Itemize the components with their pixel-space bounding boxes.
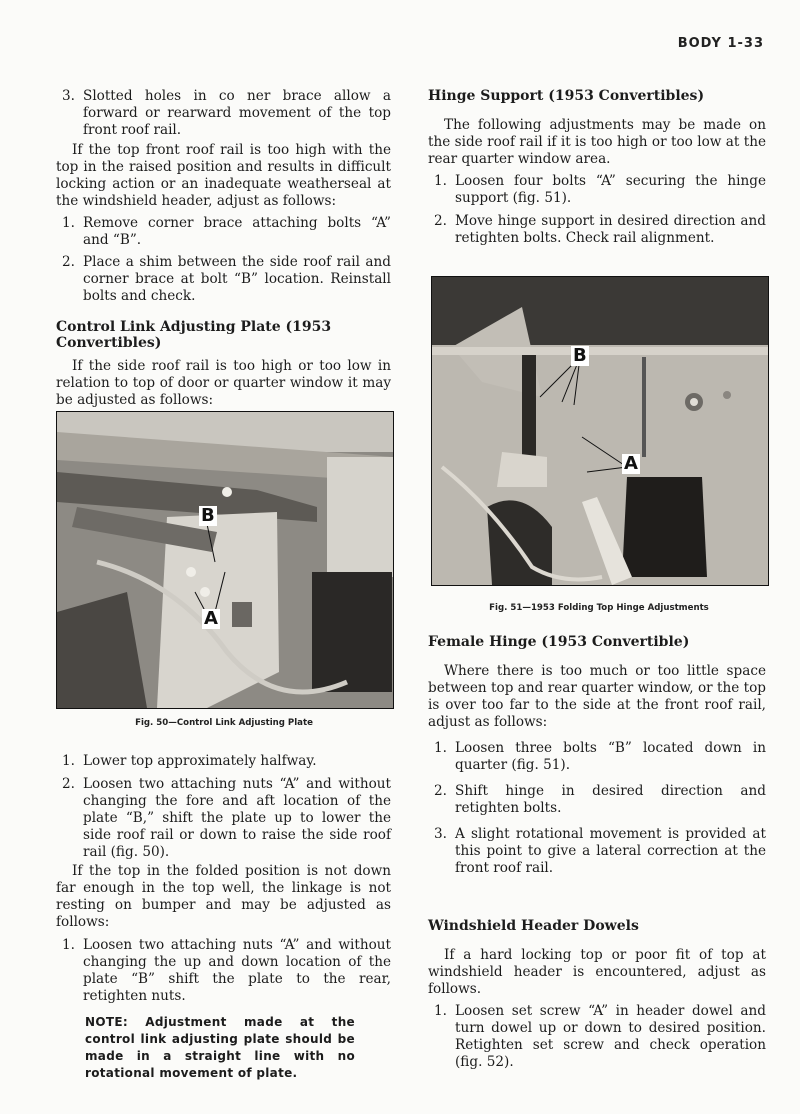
section-control-link: [56, 319, 391, 409]
hinge-adjustment-photo-icon: [432, 277, 768, 585]
paragraph: The following adjustments may be made on the side roof rail if it is too high or too low at the rear quarter window area.: [428, 117, 766, 167]
callout-a: A: [204, 608, 218, 629]
figure-50-caption: Fig. 50—Control Link Adjusting Plate: [135, 718, 313, 728]
list-item: 1. Loosen three bolts “B” located down in quarter (fig. 51).: [434, 740, 766, 773]
section-female-hinge: [428, 634, 766, 877]
list-item: 2. Shift hinge in desired direction and retighten bolts.: [434, 783, 766, 816]
paragraph: If the side roof rail is too high or too low in relation to top of door or quarter window it may be adjusted as follows:: [56, 358, 391, 408]
page-number: 1-33: [727, 36, 764, 51]
figure-50-photo: [56, 411, 394, 709]
figure-51-photo: [431, 276, 769, 586]
paragraph: If the top in the folded position is not down far enough in the top well, the linkage is not resting on bumper and may be adjusted as follows:: [56, 863, 391, 930]
list-item: 1. Remove corner brace attaching bolts “A” and “B”.: [62, 215, 391, 248]
paragraph: Where there is too much or too little space between top and rear quarter window, or the top is over too far to the side at the front roof rail, adjust as follows:: [428, 663, 766, 730]
section-heading: Windshield Header Dowels: [428, 918, 639, 934]
list-item: 1. Loosen set screw “A” in header dowel and turn dowel up or down to desired position. Retighten set screw and check operation (fig. 52).: [434, 1003, 766, 1070]
section-windshield-header: [428, 918, 766, 1071]
paragraph: If a hard locking top or poor fit of top at windshield header is encountered, adjust as follows.: [428, 947, 766, 997]
section-heading: Female Hinge (1953 Convertible): [428, 634, 690, 650]
list-item: 2. Place a shim between the side roof rail and corner brace at bolt “B” location. Reinstall bolts and check.: [62, 254, 391, 304]
section-name: BODY: [677, 36, 722, 51]
callout-b: B: [573, 345, 587, 366]
page-header: [678, 36, 764, 51]
list-item: 1. Loosen two attaching nuts “A” and without changing the up and down location of the plate “B” shift the plate to the rear, retighten nuts.: [62, 937, 391, 1004]
callout-b: B: [201, 505, 215, 526]
list-item: 3. Slotted holes in co ner brace allow a forward or rearward movement of the top front roof rail.: [62, 88, 391, 138]
left-column-steps: [56, 753, 391, 1082]
list-item: 2. Loosen two attaching nuts “A” and without changing the fore and aft location of the plate “B,” shift the plate up to lower the side roof rail or down to raise the side roof rail (fig. 50).: [62, 776, 391, 860]
control-link-plate-photo-icon: [57, 412, 393, 708]
paragraph: If the top front roof rail is too high with the top in the raised position and results in difficult locking action or an inadequate weatherseal at the windshield header, adjust as follows:: [56, 142, 391, 209]
list-item: 1. Lower top approximately halfway.: [62, 753, 317, 769]
note: NOTE: Adjustment made at the control link adjusting plate should be made in a straight line with no rotational movement of plate.: [85, 1015, 355, 1080]
list-item: 3. A slight rotational movement is provided at this point to give a lateral correction at the front roof rail.: [434, 826, 766, 876]
list-item: 2. Move hinge support in desired direction and retighten bolts. Check rail alignment.: [434, 213, 766, 246]
figure-51-caption: Fig. 51—1953 Folding Top Hinge Adjustments: [489, 603, 709, 613]
list-item: 1. Loosen four bolts “A” securing the hinge support (fig. 51).: [434, 173, 766, 206]
section-hinge-support: [428, 88, 766, 247]
callout-a: A: [624, 453, 638, 474]
left-column-intro: [56, 88, 391, 305]
section-heading: Hinge Support (1953 Convertibles): [428, 88, 705, 104]
section-heading: Control Link Adjusting Plate (1953 Convertibles): [56, 319, 332, 351]
